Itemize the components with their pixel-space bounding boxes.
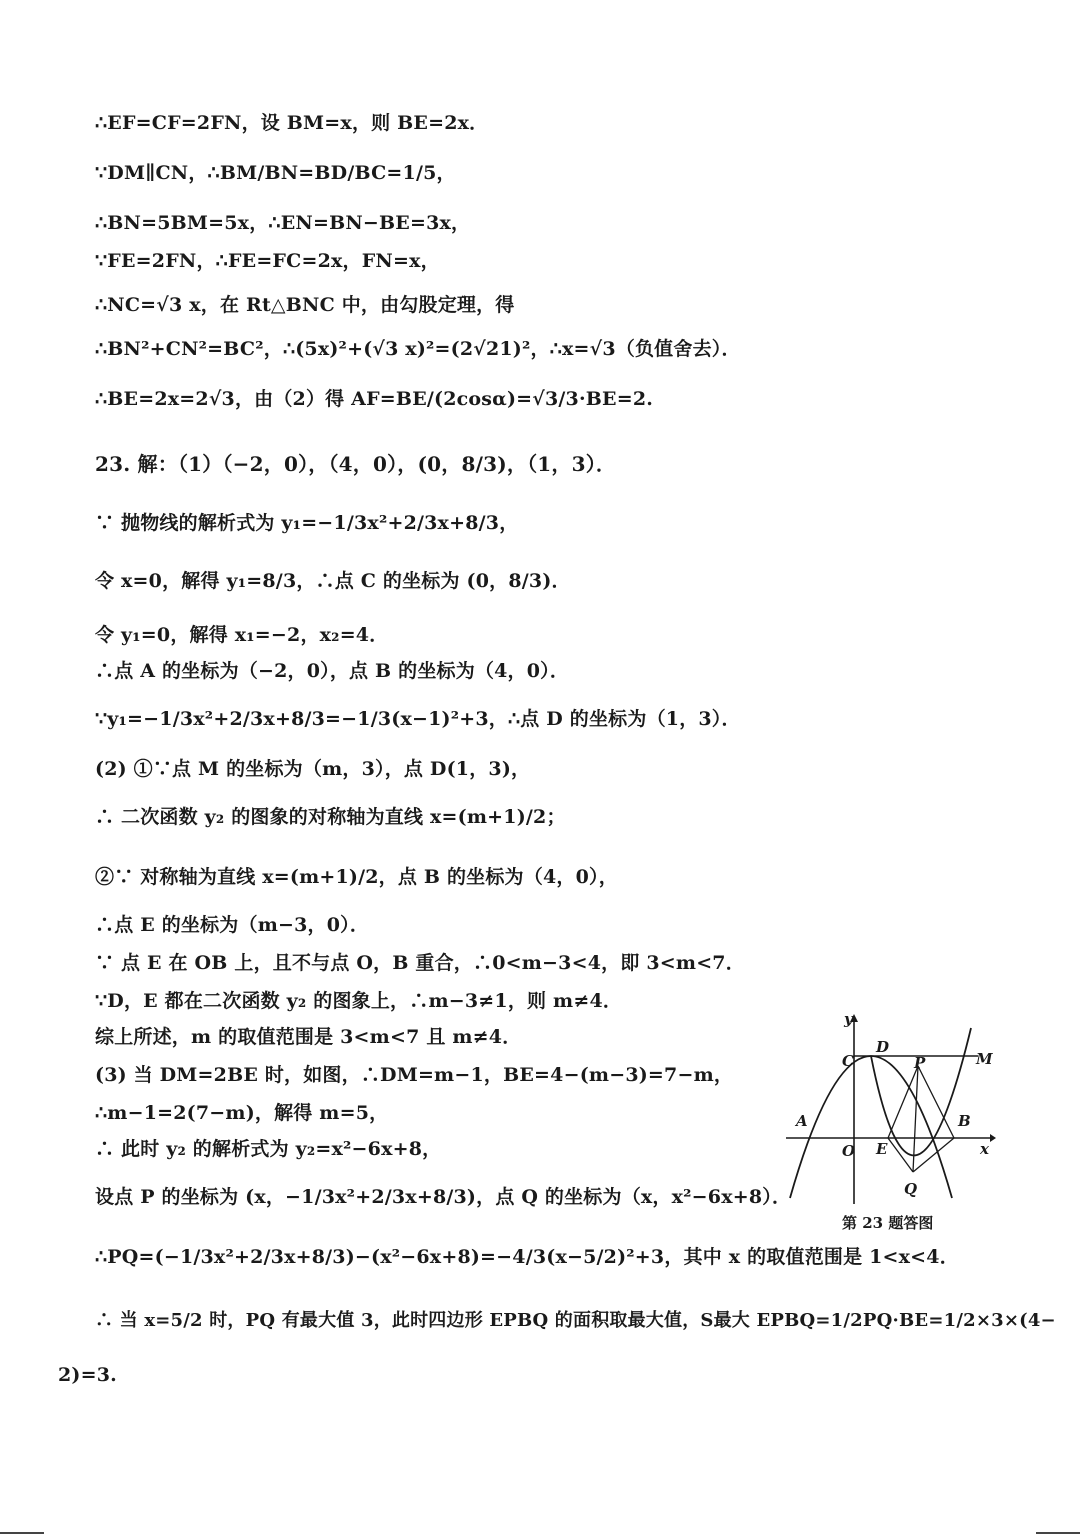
label-c: C xyxy=(842,1052,854,1070)
parabola-y1 xyxy=(790,1056,952,1198)
text-line-25: ∴PQ=(−1/3x²+2/3x+8/3)−(x²−6x+8)=−4/3(x−5/2)²+3，其中 x 的取值范围是 1<x<4． xyxy=(95,1246,959,1268)
text-line-1: ∴EF=CF=2FN，设 BM=x，则 BE=2x． xyxy=(95,112,489,134)
label-x: x xyxy=(980,1140,989,1158)
label-b: B xyxy=(958,1112,971,1130)
text-line-9: ∵ 抛物线的解析式为 y₁=−1/3x²+2/3x+8/3， xyxy=(95,512,519,534)
text-line-4: ∵FE=2FN，∴FE=FC=2x，FN=x， xyxy=(95,250,440,272)
label-o: O xyxy=(842,1142,856,1160)
text-line-13: ∵y₁=−1/3x²+2/3x+8/3=−1/3(x−1)²+3，∴点 D 的坐标为（1，3）． xyxy=(95,708,741,730)
label-p: P xyxy=(914,1054,926,1072)
text-line-26: ∴ 当 x=5/2 时，PQ 有最大值 3，此时四边形 EPBQ 的面积取最大值，S最大 EPBQ=1/2PQ·BE=1/2×3×(4− xyxy=(95,1310,1056,1331)
text-line-14: (2) ①∵点 M 的坐标为（m，3），点 D(1，3)， xyxy=(95,758,531,780)
text-line-20: 综上所述，m 的取值范围是 3<m<7 且 m≠4． xyxy=(95,1026,522,1048)
text-line-6: ∴BN²+CN²=BC²，∴(5x)²+(√3 x)²=(2√21)²，∴x=√3（负值舍去）． xyxy=(95,338,741,360)
text-line-17: ∴点 E 的坐标为（m−3，0）． xyxy=(95,914,370,936)
label-y: y xyxy=(844,1010,853,1028)
text-line-2: ∵DM∥CN，∴BM/BN=BD/BC=1/5， xyxy=(95,162,456,184)
text-line-23: ∴ 此时 y₂ 的解析式为 y₂=x²−6x+8， xyxy=(95,1138,442,1160)
parabola-figure xyxy=(782,1008,998,1208)
text-line-7: ∴BE=2x=2√3，由（2）得 AF=BE/(2cosα)=√3/3·BE=2. xyxy=(95,388,654,410)
text-line-27: 2)=3. xyxy=(58,1364,117,1386)
text-line-12: ∴点 A 的坐标为（−2，0），点 B 的坐标为（4，0）． xyxy=(95,660,570,682)
figure-caption: 第 23 题答图 xyxy=(842,1214,934,1232)
text-line-10: 令 x=0，解得 y₁=8/3，∴点 C 的坐标为 (0，8/3)． xyxy=(95,570,571,592)
question-23-heading: 23. 解：（1）（−2，0），（4，0），(0，8/3)，（1，3）． xyxy=(95,452,617,476)
label-d: D xyxy=(876,1038,890,1056)
text-line-21: (3) 当 DM=2BE 时，如图，∴DM=m−1，BE=4−(m−3)=7−m， xyxy=(95,1064,734,1086)
segment-pb xyxy=(918,1066,954,1138)
label-e: E xyxy=(876,1140,888,1158)
text-line-19: ∵D，E 都在二次函数 y₂ 的图象上，∴m−3≠1，则 m≠4． xyxy=(95,990,623,1012)
text-line-22: ∴m−1=2(7−m)，解得 m=5， xyxy=(95,1102,389,1124)
x-axis-arrow xyxy=(990,1134,996,1142)
text-line-11: 令 y₁=0，解得 x₁=−2，x₂=4． xyxy=(95,624,389,646)
label-q: Q xyxy=(904,1180,918,1198)
text-line-18: ∵ 点 E 在 OB 上，且不与点 O，B 重合，∴0<m−3<4，即 3<m<7． xyxy=(95,952,745,974)
bottom-left-rule xyxy=(0,1532,44,1534)
text-line-16: ②∵ 对称轴为直线 x=(m+1)/2，点 B 的坐标为（4，0）， xyxy=(95,866,618,888)
text-line-15: ∴ 二次函数 y₂ 的图象的对称轴为直线 x=(m+1)/2； xyxy=(95,806,566,828)
text-line-5: ∴NC=√3 x，在 Rt△BNC 中，由勾股定理，得 xyxy=(95,294,515,316)
text-line-24: 设点 P 的坐标为 (x，−1/3x²+2/3x+8/3)，点 Q 的坐标为（x，x²−6x+8）． xyxy=(95,1186,792,1208)
label-a: A xyxy=(796,1112,808,1130)
bottom-right-rule xyxy=(1036,1532,1080,1534)
label-m: M xyxy=(976,1050,993,1068)
text-line-3: ∴BN=5BM=5x，∴EN=BN−BE=3x， xyxy=(95,212,471,234)
